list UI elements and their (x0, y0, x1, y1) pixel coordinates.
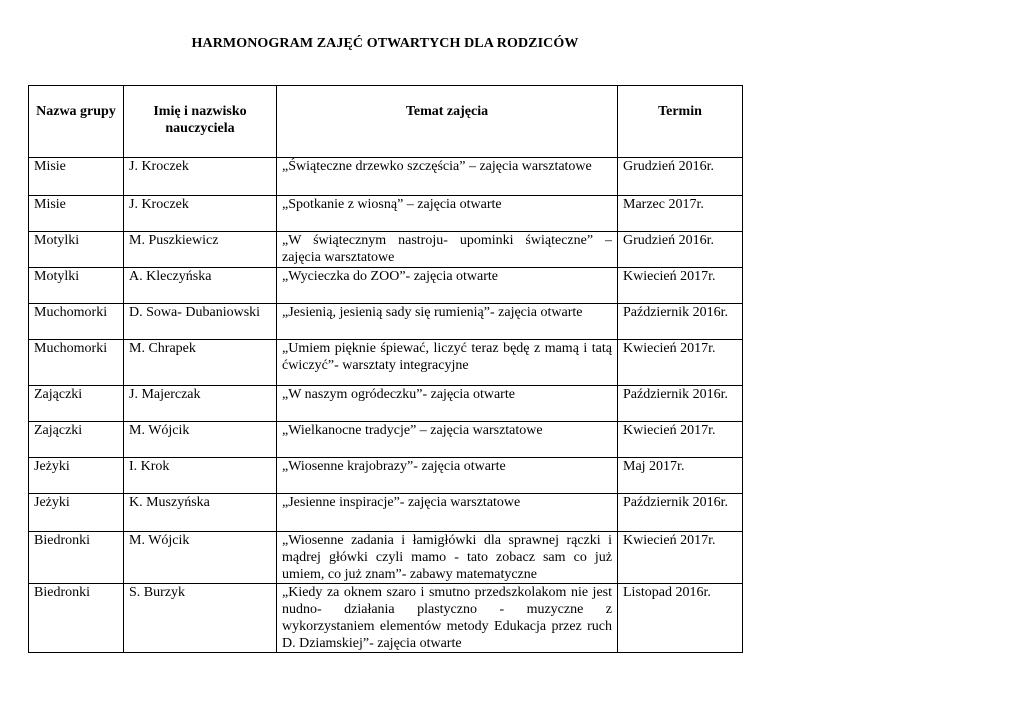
header-group: Nazwa grupy (29, 86, 124, 158)
cell-teacher: A. Kleczyńska (124, 268, 277, 304)
table-row (29, 304, 743, 340)
cell-date: Październik 2016r. (618, 386, 743, 422)
cell-topic: „Wycieczka do ZOO”- zajęcia otwarte (277, 268, 618, 304)
cell-topic: „Wielkanocne tradycje” – zajęcia warsztatowe (277, 422, 618, 458)
cell-group: Jeżyki (29, 494, 124, 532)
table-row (29, 584, 743, 653)
cell-date: Październik 2016r. (618, 304, 743, 340)
cell-date: Maj 2017r. (618, 458, 743, 494)
cell-topic: „Jesienią, jesienią sady się rumienią”- zajęcia otwarte (277, 304, 618, 340)
cell-group: Muchomorki (29, 304, 124, 340)
cell-teacher: K. Muszyńska (124, 494, 277, 532)
header-teacher: Imię i nazwisko nauczyciela (124, 86, 277, 158)
cell-teacher: J. Majerczak (124, 386, 277, 422)
cell-topic: „W naszym ogródeczku”- zajęcia otwarte (277, 386, 618, 422)
cell-group: Misie (29, 196, 124, 232)
cell-group: Biedronki (29, 532, 124, 584)
cell-teacher: M. Wójcik (124, 532, 277, 584)
table-row (29, 386, 743, 422)
cell-date: Marzec 2017r. (618, 196, 743, 232)
cell-topic: „Wiosenne krajobrazy”- zajęcia otwarte (277, 458, 618, 494)
cell-teacher: I. Krok (124, 458, 277, 494)
cell-teacher: J. Kroczek (124, 158, 277, 196)
cell-teacher: D. Sowa- Dubaniowski (124, 304, 277, 340)
cell-group: Motylki (29, 232, 124, 268)
cell-topic: „Świąteczne drzewko szczęścia” – zajęcia warsztatowe (277, 158, 618, 196)
cell-group: Biedronki (29, 584, 124, 653)
table-row (29, 422, 743, 458)
cell-topic: „Umiem pięknie śpiewać, liczyć teraz będę z mamą i tatą ćwiczyć”- warsztaty integracyjne (277, 340, 618, 386)
schedule-table (28, 85, 743, 653)
cell-date: Kwiecień 2017r. (618, 268, 743, 304)
table-row (29, 458, 743, 494)
cell-teacher: M. Chrapek (124, 340, 277, 386)
table-row (29, 158, 743, 196)
document-title: HARMONOGRAM ZAJĘĆ OTWARTYCH DLA RODZICÓW (191, 36, 579, 51)
cell-date: Listopad 2016r. (618, 584, 743, 653)
cell-topic: „W świątecznym nastroju- upominki świąteczne” – zajęcia warsztatowe (277, 232, 618, 268)
cell-teacher: S. Burzyk (124, 584, 277, 653)
cell-date: Październik 2016r. (618, 494, 743, 532)
header-date: Termin (618, 86, 743, 158)
cell-date: Kwiecień 2017r. (618, 422, 743, 458)
header-topic: Temat zajęcia (277, 86, 618, 158)
table-header-row (29, 86, 743, 158)
cell-date: Kwiecień 2017r. (618, 532, 743, 584)
cell-teacher: J. Kroczek (124, 196, 277, 232)
table-row (29, 532, 743, 584)
cell-group: Motylki (29, 268, 124, 304)
cell-topic: „Kiedy za oknem szaro i smutno przedszkolakom nie jest nudno- działania plastyczno - muzyczne z wykorzystaniem elementów metody Edukacja przez ruch D. Dziamskiej”- zajęcia otwarte (277, 584, 618, 653)
table-row (29, 340, 743, 386)
table-row (29, 494, 743, 532)
cell-topic: „Wiosenne zadania i łamigłówki dla sprawnej rączki i mądrej główki czyli mamo - tato zobacz sam co już umiem, co już znam”- zabawy matematyczne (277, 532, 618, 584)
cell-group: Jeżyki (29, 458, 124, 494)
cell-group: Zajączki (29, 422, 124, 458)
cell-teacher: M. Puszkiewicz (124, 232, 277, 268)
cell-group: Misie (29, 158, 124, 196)
table-row (29, 232, 743, 268)
cell-group: Zajączki (29, 386, 124, 422)
cell-date: Grudzień 2016r. (618, 232, 743, 268)
cell-date: Grudzień 2016r. (618, 158, 743, 196)
cell-topic: „Jesienne inspiracje”- zajęcia warsztatowe (277, 494, 618, 532)
table-row (29, 196, 743, 232)
cell-teacher: M. Wójcik (124, 422, 277, 458)
cell-date: Kwiecień 2017r. (618, 340, 743, 386)
cell-group: Muchomorki (29, 340, 124, 386)
cell-topic: „Spotkanie z wiosną” – zajęcia otwarte (277, 196, 618, 232)
table-row (29, 268, 743, 304)
